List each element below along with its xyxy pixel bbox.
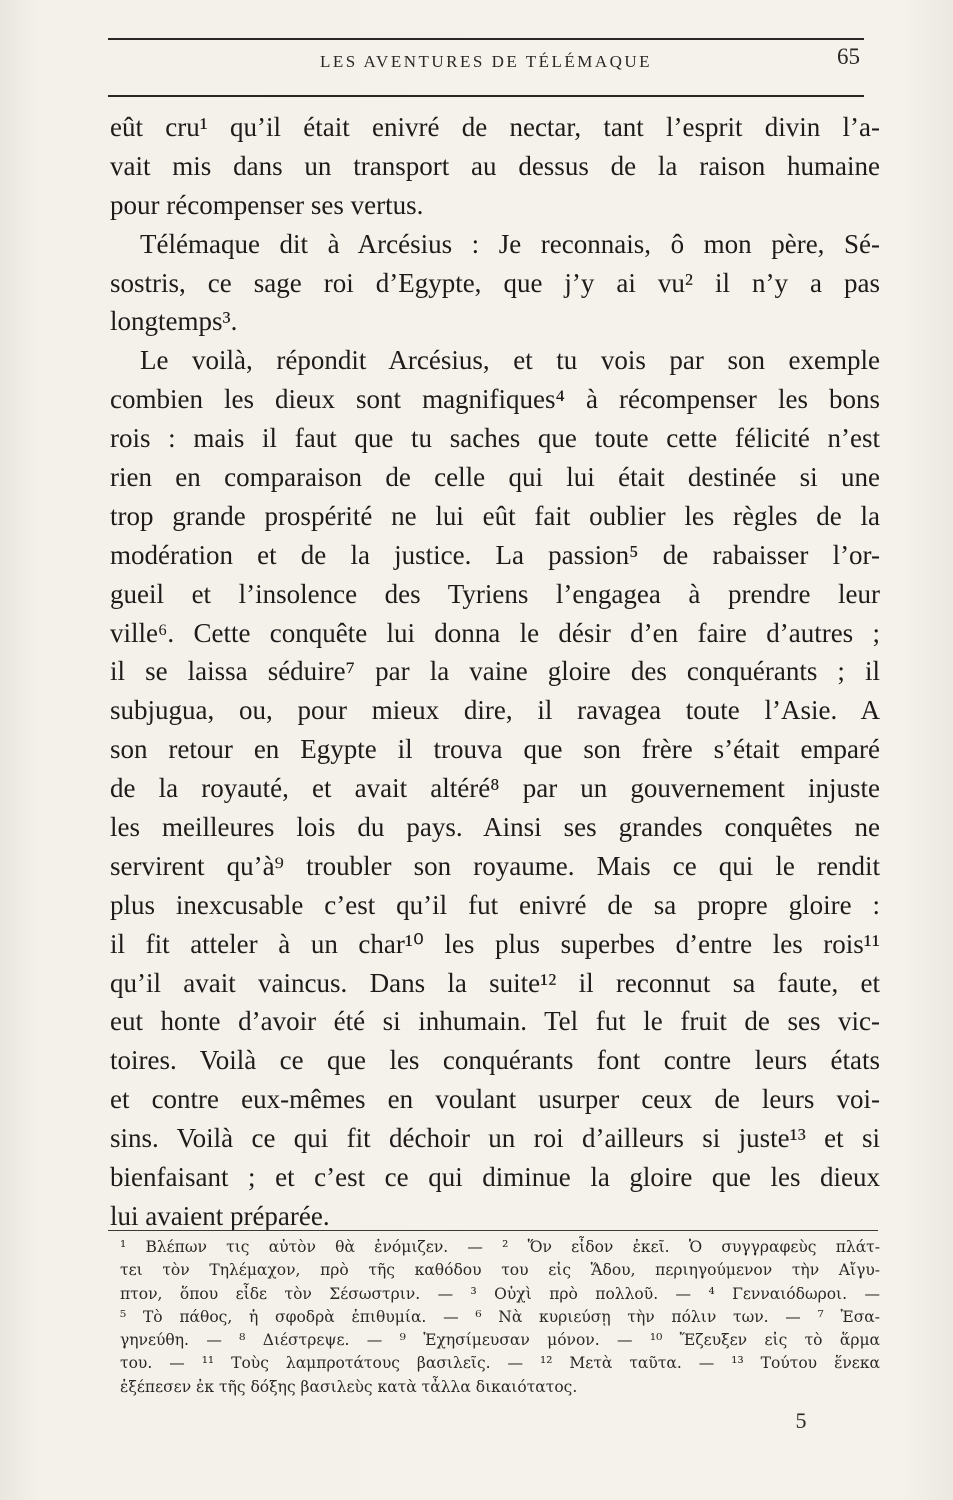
page-header: [108, 44, 864, 80]
text-line: sins. Voilà ce qui fit déchoir un roi d’ailleurs si juste¹³ et si: [110, 1123, 880, 1154]
text-line: il se laissa séduire⁷ par la vaine gloire des conquérants ; il: [110, 656, 880, 687]
text-line: sostris, ce sage roi d’Egypte, que j’y ai vu² il n’y a pas: [110, 267, 880, 298]
footnote-line: γηνεύθη. — ⁸ Διέστρεψε. — ⁹ Ἐχησίμευσαν μόνον. — ¹⁰ Ἔζευξεν εἰς τὸ ἅρμα: [120, 1331, 880, 1350]
text-line: gueil et l’insolence des Tyriens l’engagea à prendre leur: [110, 578, 880, 609]
text-line: il fit atteler à un char¹⁰ les plus superbes d’entre les rois¹¹: [110, 928, 880, 959]
text-line: plus inexcusable c’est qu’il fut enivré de sa propre gloire :: [110, 889, 880, 920]
text-line: Télémaque dit à Arcésius : Je reconnais, ô mon père, Sé-: [140, 228, 880, 259]
footnote-rule: [108, 1230, 878, 1231]
text-line: qu’il avait vaincus. Dans la suite¹² il reconnut sa faute, et: [110, 967, 880, 998]
text-line: vait mis dans un transport au dessus de la raison humaine: [110, 150, 880, 181]
text-line: servirent qu’à⁹ troubler son royaume. Mais ce qui le rendit: [110, 850, 880, 881]
text-line: son retour en Egypte il trouva que son frère s’était emparé: [110, 734, 880, 765]
text-line: rois : mais il faut que tu saches que toute cette félicité n’est: [110, 423, 880, 454]
text-line: eut honte d’avoir été si inhumain. Tel fut le fruit de ses vic-: [110, 1006, 880, 1037]
signature-mark: 5: [795, 1408, 807, 1433]
footnote-line: ¹ Βλέπων τις αὐτὸν θὰ ἐνόμιζεν. — ² Ὅν εἶδον ἐκεῖ. Ὁ συγγραφεὺς πλάτ-: [120, 1238, 880, 1256]
text-line: pour récompenser ses vertus.: [110, 189, 424, 220]
footnote-line: του. — ¹¹ Τοὺς λαμπροτάτους βασιλεῖς. — ¹² Μετὰ ταῦτα. — ¹³ Τούτου ἕνεκα: [120, 1354, 880, 1373]
text-line: rien en comparaison de celle qui lui était destinée si une: [110, 462, 880, 493]
text-line: modération et de la justice. La passion⁵ de rabaisser l’or-: [110, 539, 880, 570]
text-line: combien les dieux sont magnifiques⁴ à récompenser les bons: [110, 384, 880, 415]
text-line: lui avaient préparée.: [110, 1200, 330, 1231]
text-line: bienfaisant ; et c’est ce qui diminue la gloire que les dieux: [110, 1162, 880, 1193]
text-line: toires. Voilà ce que les conquérants font contre leurs états: [110, 1045, 880, 1076]
text-line: eût cru¹ qu’il était enivré de nectar, tant l’esprit divin l’a-: [110, 112, 880, 142]
text-line: et contre eux-mêmes en voulant usurper ceux de leurs voi-: [110, 1084, 880, 1115]
text-line: Le voilà, répondit Arcésius, et tu vois par son exemple: [140, 345, 880, 376]
text-line: longtemps³.: [110, 306, 238, 337]
footnote-line: τει τὸν Τηλέμαχον, πρὸ τῆς καθόδου του εἰς Ἅδου, περιηγούμενον τὴν Αἴγυ-: [120, 1261, 880, 1280]
footnote-line: ⁵ Τὸ πάθος, ἡ σφοδρὰ ἐπιθυμία. — ⁶ Νὰ κυριεύσῃ τὴν πόλιν των. — ⁷ Ἐσα-: [120, 1307, 880, 1326]
footnote-line: πτον, ὅπου εἶδε τὸν Σέσωστριν. — ³ Οὐχὶ πρὸ πολλοῦ. — ⁴ Γενναιόδωροι. —: [120, 1284, 880, 1303]
page-number: 65: [837, 44, 860, 69]
text-line: subjugua, ou, pour mieux dire, il ravagea toute l’Asie. A: [110, 695, 880, 726]
header-top-rule: [108, 38, 864, 40]
footnote-line: ἐξέπεσεν ἐκ τῆς δόξης βασιλεὺς κατὰ τἆλλα δικαιότατος.: [120, 1377, 578, 1396]
main-text: [110, 108, 880, 1236]
text-line: trop grande prospérité ne lui eût fait oublier les règles de la: [110, 500, 880, 531]
text-line: les meilleures lois du pays. Ainsi ses grandes conquêtes ne: [110, 812, 880, 843]
footnotes: [120, 1236, 880, 1399]
text-line: de la royauté, et avait altéré⁸ par un gouvernement injuste: [110, 773, 880, 804]
running-title: LES AVENTURES DE TÉLÉMAQUE: [319, 52, 653, 71]
text-line: ville⁶. Cette conquête lui donna le désir d’en faire d’autres ;: [110, 617, 880, 648]
header-bottom-rule: [108, 95, 864, 97]
